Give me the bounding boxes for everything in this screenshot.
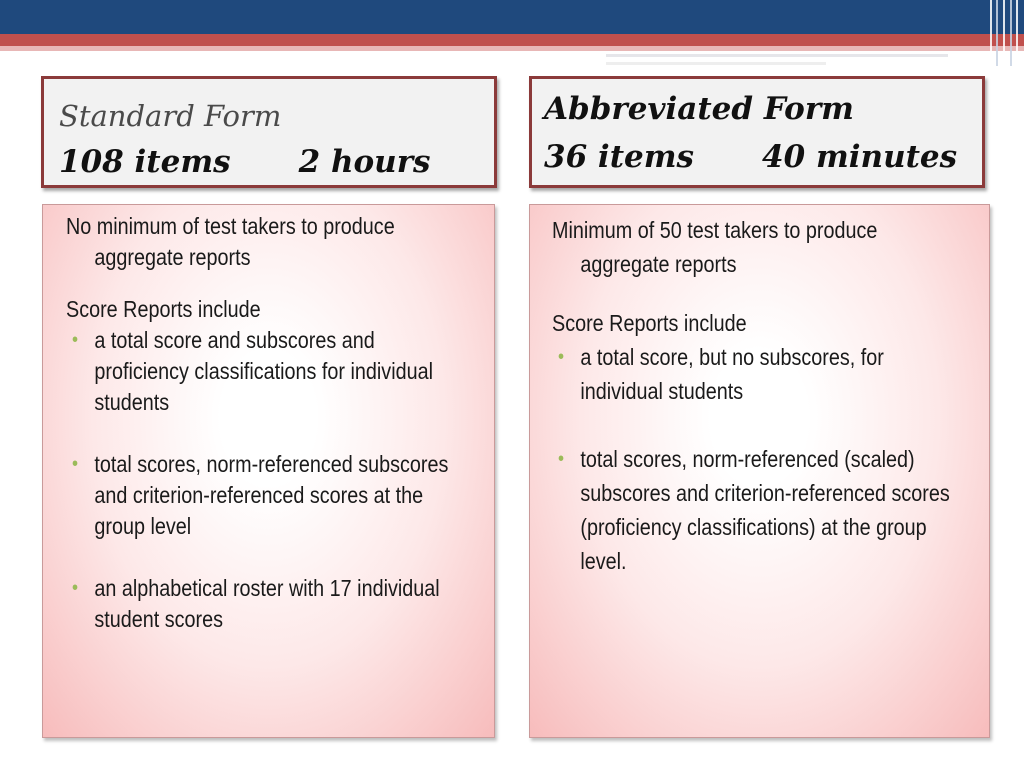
abbreviated-form-header — [529, 76, 985, 188]
bullet-icon: • — [558, 448, 565, 470]
standard-form-meta — [59, 144, 430, 180]
list-item: • total scores, norm-referenced (scaled) subscores and criterion-referenced scores (proficiency classifications) at the group level. — [552, 442, 965, 578]
banner-line — [990, 0, 992, 66]
standard-form-header — [41, 76, 497, 188]
top-banner-pink — [0, 46, 1024, 51]
list-item: • a total score, but no subscores, for individual students — [552, 340, 965, 408]
abbreviated-form-meta — [544, 139, 957, 175]
standard-form-details — [42, 204, 495, 738]
banner-line — [1003, 0, 1005, 66]
abbreviated-form-items: 36 items — [544, 139, 695, 175]
standard-reports-list — [66, 325, 536, 635]
abbreviated-form-title: Abbreviated Form — [544, 91, 854, 127]
abbreviated-form-duration: 40 minutes — [762, 139, 958, 175]
banner-line — [996, 0, 998, 66]
list-item: • total scores, norm-referenced subscores and criterion-referenced scores at the group level — [72, 451, 449, 539]
banner-line — [1010, 0, 1012, 66]
top-banner-red — [0, 34, 1024, 46]
bullet-icon: • — [558, 346, 565, 368]
standard-reports-heading: Score Reports include — [66, 296, 261, 322]
abbreviated-reports-list — [552, 340, 1024, 578]
abbreviated-reports-heading: Score Reports include — [552, 310, 747, 336]
list-item: • a total score and subscores and proficiency classifications for individual students — [72, 327, 433, 415]
bullet-icon: • — [72, 577, 79, 599]
list-item: • an alphabetical roster with 17 individual student scores — [72, 575, 440, 632]
standard-form-title: Standard Form — [59, 99, 282, 133]
standard-form-duration: 2 hours — [298, 144, 431, 180]
abbreviated-min-takers: Minimum of 50 test takers to produce aggregate reports — [552, 217, 878, 277]
top-banner-blue — [0, 0, 1024, 34]
standard-form-items: 108 items — [59, 144, 231, 180]
bullet-icon: • — [72, 453, 79, 475]
abbreviated-form-details — [529, 204, 990, 738]
bullet-icon: • — [72, 329, 79, 351]
banner-stripe — [606, 62, 826, 65]
banner-stripe — [606, 54, 948, 57]
banner-line — [1016, 0, 1018, 66]
standard-min-takers: No minimum of test takers to produce aggregate reports — [66, 213, 395, 270]
